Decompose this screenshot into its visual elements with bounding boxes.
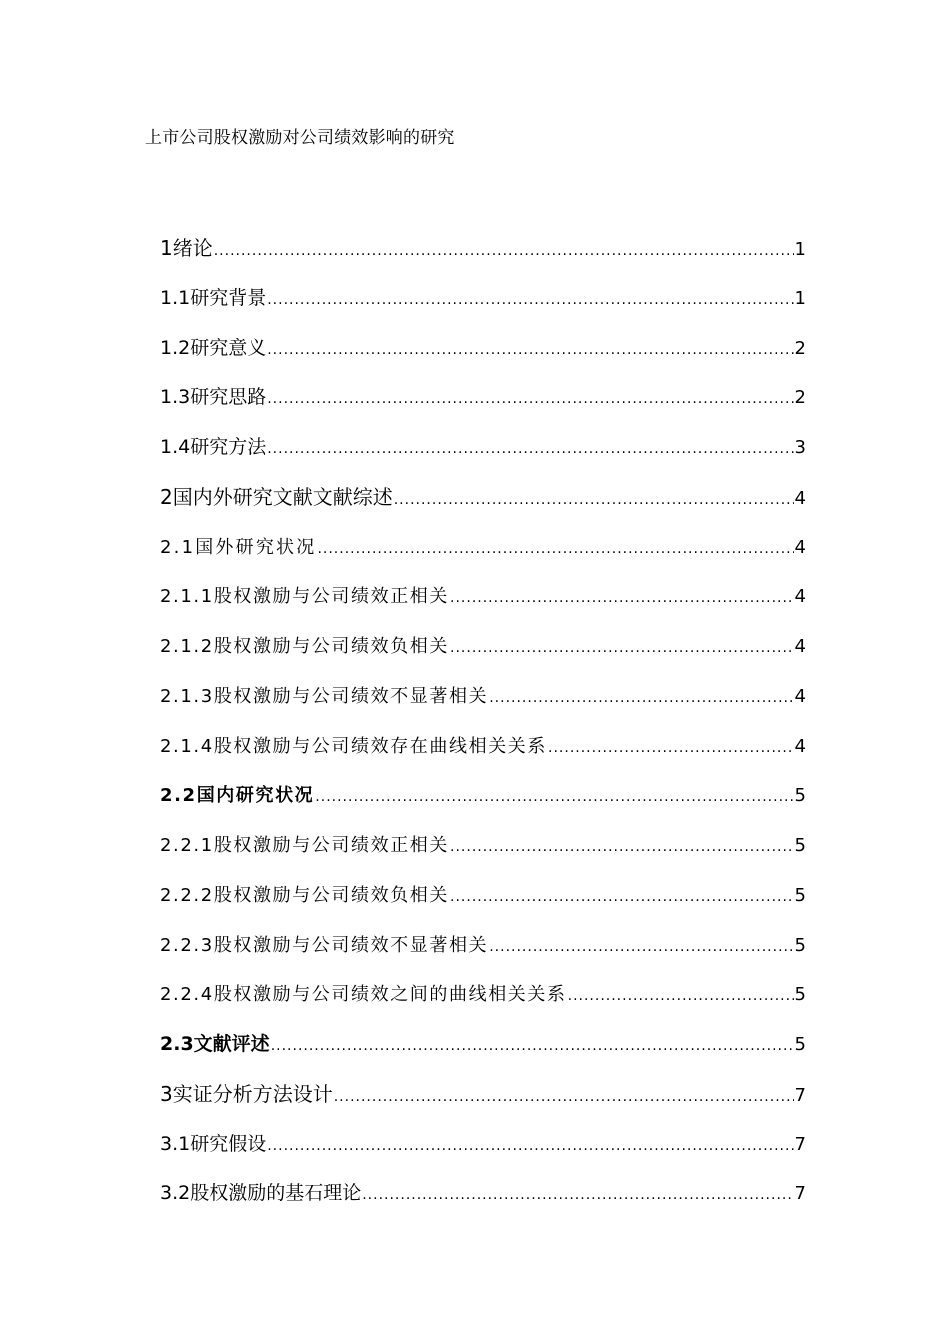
toc-entry[interactable] [160,722,806,772]
toc-entry[interactable] [160,274,806,324]
toc-dot-leader [315,773,793,823]
toc-dot-leader [362,1171,793,1221]
toc-entry-number: 1.1 [160,286,191,309]
toc-entry[interactable] [160,871,806,921]
toc-entry[interactable] [160,1020,806,1070]
toc-entry[interactable] [160,821,806,871]
toc-entry[interactable] [160,423,806,473]
toc-entry-page: 5 [794,984,806,1006]
toc-dot-leader [568,972,794,1022]
toc-entry-title: 股权激励与公司绩效之间的曲线相关关系 [213,984,567,1006]
toc-entry-number: 1.4 [160,436,191,458]
toc-entry[interactable] [160,921,806,971]
toc-entry-title: 研究方法 [190,436,267,458]
toc-entry-page: 2 [794,337,806,359]
toc-entry-page: 7 [794,1183,806,1205]
toc-entry-page: 4 [794,685,806,707]
toc-dot-leader [489,923,793,973]
toc-entry-page: 3 [794,437,806,458]
toc-entry-page: 4 [794,636,806,657]
toc-entry[interactable] [160,1120,806,1170]
toc-entry-number: 2 [160,484,173,509]
toc-entry-title: 国内外研究文献文献综述 [172,484,393,509]
toc-entry-number: 3.2 [160,1182,191,1205]
toc-entry[interactable] [160,572,806,622]
toc-entry-title: 国外研究状况 [195,536,317,558]
toc-entry[interactable] [160,324,806,374]
document-header-title: 上市公司股权激励对公司绩效影响的研究 [145,128,455,148]
toc-entry-number: 2.2 [160,785,197,807]
toc-dot-leader [548,724,794,774]
toc-dot-leader [267,1122,793,1172]
toc-dot-leader [267,375,793,425]
toc-entry-page: 4 [794,487,806,509]
toc-entry-number: 3 [160,1081,173,1106]
toc-entry-number: 2.3 [160,1033,194,1055]
toc-entry-page: 7 [794,1133,806,1155]
toc-dot-leader [317,525,793,575]
toc-entry-number: 2.1.4 [160,735,214,757]
toc-dot-leader [489,674,793,724]
toc-dot-leader [450,574,794,624]
toc-dot-leader [450,624,794,674]
toc-entry-page: 7 [794,1084,806,1106]
toc-dot-leader [394,476,794,526]
toc-entry-title: 研究背景 [190,286,267,309]
toc-entry[interactable] [160,672,806,722]
toc-entry-number: 1.3 [160,386,191,409]
toc-dot-leader [450,823,794,873]
toc-dot-leader [267,276,793,326]
toc-dot-leader [450,873,794,923]
toc-entry-title: 股权激励与公司绩效正相关 [213,835,450,856]
toc-entry-number: 2.2.3 [160,934,214,956]
toc-entry-title: 股权激励与公司绩效负相关 [213,884,450,906]
toc-entry[interactable] [160,771,806,821]
toc-entry-title: 股权激励与公司绩效正相关 [213,586,450,608]
toc-entry[interactable] [160,970,806,1020]
toc-entry-number: 3.1 [160,1132,191,1155]
toc-entry-page: 1 [794,287,806,309]
toc-dot-leader [267,425,793,475]
toc-entry-page: 1 [794,239,806,260]
toc-entry-number: 1 [160,236,173,260]
table-of-contents [160,224,806,1219]
toc-entry-number: 1.2 [160,336,191,359]
toc-dot-leader [334,1073,794,1123]
toc-entry-page: 4 [794,586,806,608]
toc-entry-number: 2.1 [160,536,196,558]
toc-entry-page: 5 [794,835,806,856]
toc-dot-leader [267,326,793,376]
toc-entry-page: 5 [794,934,806,956]
toc-entry-page: 4 [794,536,806,558]
toc-entry[interactable] [160,373,806,423]
toc-entry[interactable] [160,523,806,573]
toc-dot-leader [214,227,794,277]
toc-entry-number: 2.1.2 [160,636,214,657]
toc-entry-number: 2.1.3 [160,685,214,707]
toc-entry-page: 4 [794,735,806,757]
toc-entry-page: 5 [794,785,806,807]
toc-entry-title: 国内研究状况 [196,785,315,807]
toc-entry-title: 实证分析方法设计 [172,1081,333,1106]
toc-entry-title: 股权激励与公司绩效存在曲线相关关系 [213,735,548,757]
toc-entry-title: 文献评述 [193,1033,270,1055]
toc-entry-number: 2.2.2 [160,884,214,906]
toc-entry-title: 股权激励与公司绩效不显著相关 [213,934,489,956]
toc-entry-page: 2 [794,387,806,409]
toc-entry[interactable] [160,473,806,523]
toc-entry[interactable] [160,622,806,672]
toc-entry[interactable] [160,1070,806,1120]
toc-entry-number: 2.1.1 [160,586,214,608]
toc-entry-page: 5 [794,884,806,906]
toc-entry-title: 绪论 [172,236,213,260]
toc-entry-number: 2.2.4 [160,984,214,1006]
toc-entry-title: 研究思路 [190,386,267,409]
toc-entry-number: 2.2.1 [160,835,214,856]
toc-entry-title: 研究意义 [190,336,267,359]
toc-entry[interactable] [160,1169,806,1219]
toc-entry-title: 股权激励与公司绩效负相关 [213,636,450,657]
toc-entry-title: 股权激励的基石理论 [190,1182,362,1205]
toc-entry-title: 研究假设 [190,1132,267,1155]
toc-entry-page: 5 [794,1034,806,1055]
toc-entry-title: 股权激励与公司绩效不显著相关 [213,685,489,707]
toc-entry[interactable] [160,224,806,274]
toc-dot-leader [271,1022,794,1072]
